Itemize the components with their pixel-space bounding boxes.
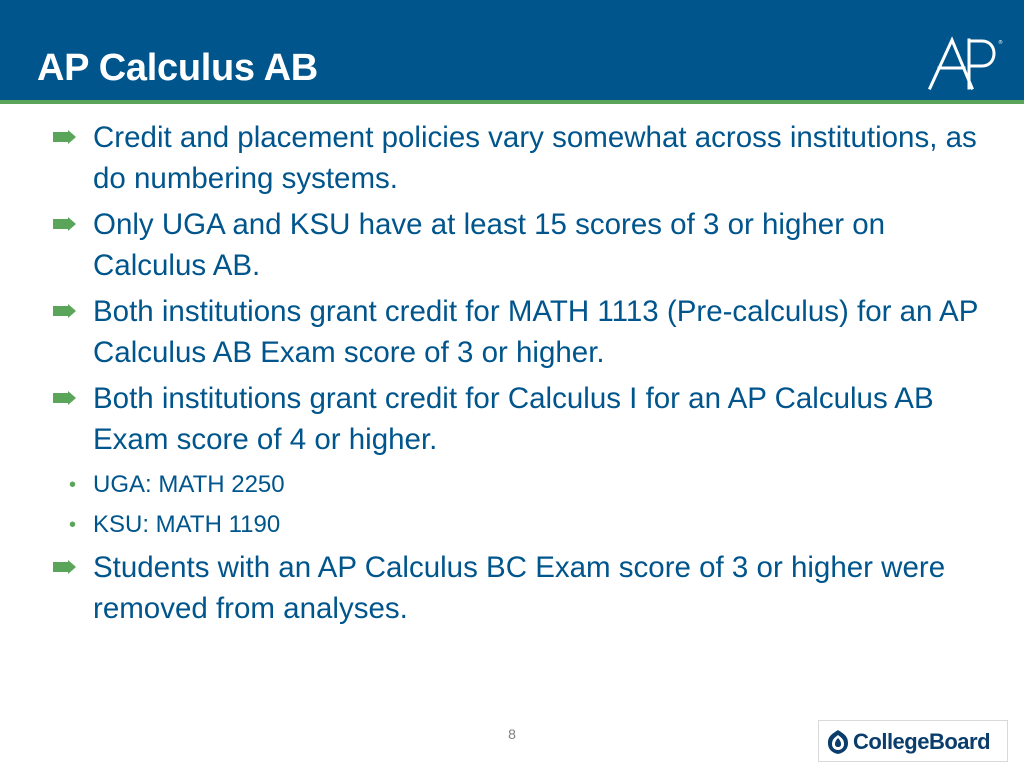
sub-bullet-item xyxy=(50,505,985,545)
arrow-bullet-icon xyxy=(53,130,77,144)
collegeboard-logo xyxy=(818,720,1008,762)
collegeboard-acorn-icon xyxy=(826,728,850,756)
page-number: 8 xyxy=(508,726,516,742)
bullet-item xyxy=(50,117,985,199)
slide-title: AP Calculus AB xyxy=(37,47,318,89)
svg-text:®: ® xyxy=(998,40,1003,46)
collegeboard-wordmark: CollegeBoard xyxy=(853,729,991,754)
sub-bullet-item xyxy=(50,465,985,505)
arrow-bullet-icon xyxy=(53,304,77,318)
arrow-bullet-icon xyxy=(53,560,77,574)
bullet-list xyxy=(50,117,985,634)
sub-bullet-text: UGA: MATH 2250 xyxy=(93,471,285,498)
sub-bullet-text: KSU: MATH 1190 xyxy=(93,511,281,538)
bullet-item xyxy=(50,378,985,460)
arrow-bullet-icon xyxy=(53,217,77,231)
bullet-item xyxy=(50,547,985,629)
sub-bullet-list xyxy=(50,465,985,545)
bullet-item xyxy=(50,291,985,373)
bullet-text: Only UGA and KSU have at least 15 scores of 3 or higher on Calculus AB. xyxy=(93,208,886,282)
title-divider xyxy=(0,100,1024,104)
bullet-text: Credit and placement policies vary somewhat across institutions, as do numbering systems. xyxy=(93,121,977,195)
bullet-text: Students with an AP Calculus BC Exam score of 3 or higher were removed from analyses. xyxy=(93,551,946,625)
bullet-item xyxy=(50,204,985,286)
dot-bullet-icon: • xyxy=(69,474,77,496)
bullet-text: Both institutions grant credit for MATH 1113 (Pre-calculus) for an AP Calculus AB Exam score of 3 or higher. xyxy=(93,295,978,369)
arrow-bullet-icon xyxy=(53,391,77,405)
bullet-text: Both institutions grant credit for Calculus I for an AP Calculus AB Exam score of 4 or higher. xyxy=(93,382,934,456)
dot-bullet-icon: • xyxy=(69,514,77,536)
ap-logo xyxy=(926,36,1002,90)
